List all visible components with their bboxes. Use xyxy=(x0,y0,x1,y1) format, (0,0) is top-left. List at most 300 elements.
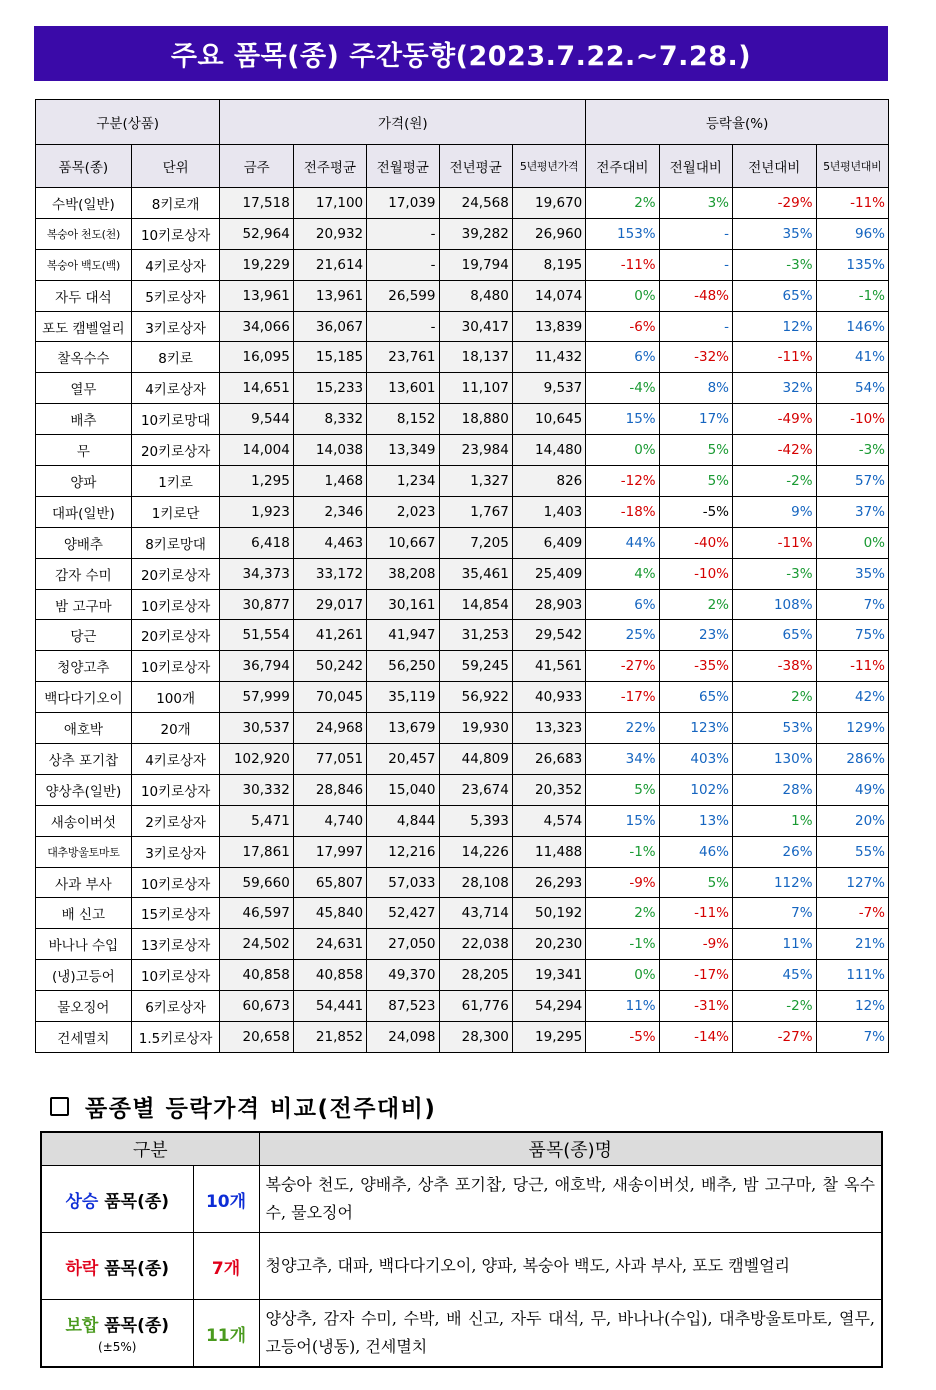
table-row xyxy=(36,435,889,466)
change-cell: 41% xyxy=(816,342,888,373)
change-cell: 123% xyxy=(659,713,732,744)
price-cell: 13,349 xyxy=(367,435,439,466)
change-cell: -5% xyxy=(586,1022,659,1053)
change-cell: 6% xyxy=(586,342,659,373)
table-row xyxy=(36,311,889,342)
change-cell: 5% xyxy=(659,435,732,466)
price-cell: 23,761 xyxy=(367,342,439,373)
item-name: 상추 포기찹 xyxy=(36,744,132,775)
price-cell: 28,108 xyxy=(439,867,512,898)
change-cell: 54% xyxy=(816,373,888,404)
price-cell: 18,137 xyxy=(439,342,512,373)
item-name: (냉)고등어 xyxy=(36,960,132,991)
down-word: 하락 xyxy=(65,1258,99,1279)
change-cell: 37% xyxy=(816,496,888,527)
change-cell: 32% xyxy=(733,373,817,404)
change-cell: -38% xyxy=(733,651,817,682)
col-header: 전주대비 xyxy=(586,145,659,188)
change-cell: 45% xyxy=(733,960,817,991)
table-row xyxy=(36,249,889,280)
col-header: 전월대비 xyxy=(659,145,732,188)
price-cell: 61,776 xyxy=(439,991,512,1022)
item-unit: 10키로상자 xyxy=(131,960,220,991)
change-cell: 35% xyxy=(816,558,888,589)
change-cell: -2% xyxy=(733,991,817,1022)
price-cell: 14,074 xyxy=(512,280,585,311)
item-name: 복숭아 백도(백) xyxy=(36,249,132,280)
change-cell: -14% xyxy=(659,1022,732,1053)
table-row xyxy=(36,1022,889,1053)
price-cell: 50,192 xyxy=(512,898,585,929)
change-cell: 129% xyxy=(816,713,888,744)
item-name: 밤 고구마 xyxy=(36,589,132,620)
item-name: 양파 xyxy=(36,466,132,497)
price-cell: 26,960 xyxy=(512,218,585,249)
item-name: 양배추 xyxy=(36,527,132,558)
table-row xyxy=(36,713,889,744)
price-cell: 14,651 xyxy=(220,373,293,404)
price-cell: 19,341 xyxy=(512,960,585,991)
flat-word: 보합 xyxy=(65,1315,99,1336)
change-cell: -1% xyxy=(586,836,659,867)
change-cell: 96% xyxy=(816,218,888,249)
price-cell: 1,234 xyxy=(367,466,439,497)
price-cell: 35,119 xyxy=(367,682,439,713)
table-row xyxy=(36,496,889,527)
comparison-header-category: 구분 xyxy=(41,1132,259,1166)
change-cell: 286% xyxy=(816,744,888,775)
price-table xyxy=(35,99,889,1053)
price-cell: 41,947 xyxy=(367,620,439,651)
change-cell: -42% xyxy=(733,435,817,466)
price-cell: - xyxy=(367,311,439,342)
price-cell: 1,923 xyxy=(220,496,293,527)
price-cell: 17,100 xyxy=(293,188,366,219)
price-cell: 15,233 xyxy=(293,373,366,404)
item-name: 열무 xyxy=(36,373,132,404)
change-cell: -9% xyxy=(586,867,659,898)
table-row xyxy=(36,280,889,311)
price-cell: 24,098 xyxy=(367,1022,439,1053)
price-cell: 28,205 xyxy=(439,960,512,991)
price-cell: 30,161 xyxy=(367,589,439,620)
price-cell: - xyxy=(367,218,439,249)
change-cell: -32% xyxy=(659,342,732,373)
price-cell: 56,922 xyxy=(439,682,512,713)
item-name: 청양고추 xyxy=(36,651,132,682)
up-suffix: 품목(종) xyxy=(98,1191,170,1212)
change-cell: -3% xyxy=(733,558,817,589)
table-row xyxy=(36,527,889,558)
item-unit: 10키로상자 xyxy=(131,651,220,682)
change-cell: 21% xyxy=(816,929,888,960)
change-cell: -48% xyxy=(659,280,732,311)
item-name: 당근 xyxy=(36,620,132,651)
item-name: 대파(일반) xyxy=(36,496,132,527)
price-cell: 20,932 xyxy=(293,218,366,249)
header-price: 가격(원) xyxy=(220,100,586,145)
item-unit: 2키로상자 xyxy=(131,805,220,836)
item-unit: 4키로상자 xyxy=(131,744,220,775)
change-cell: -7% xyxy=(816,898,888,929)
price-cell: 20,457 xyxy=(367,744,439,775)
item-unit: 1키로 xyxy=(131,466,220,497)
price-cell: 13,323 xyxy=(512,713,585,744)
header-change: 등락율(%) xyxy=(586,100,889,145)
change-cell: -12% xyxy=(586,466,659,497)
price-cell: 41,561 xyxy=(512,651,585,682)
down-items: 청양고추, 대파, 백다다기오이, 양파, 복숭아 백도, 사과 부사, 포도 캠벨얼리 xyxy=(259,1233,882,1300)
col-header: 품목(종) xyxy=(36,145,132,188)
price-cell: 13,839 xyxy=(512,311,585,342)
col-header: 전월평균 xyxy=(367,145,439,188)
change-cell: -9% xyxy=(659,929,732,960)
comparison-row-down xyxy=(41,1233,882,1300)
item-name: 무 xyxy=(36,435,132,466)
price-cell: 21,852 xyxy=(293,1022,366,1053)
col-header: 단위 xyxy=(131,145,220,188)
price-cell: 35,461 xyxy=(439,558,512,589)
item-unit: 6키로상자 xyxy=(131,991,220,1022)
change-cell: -11% xyxy=(733,342,817,373)
change-cell: 5% xyxy=(586,774,659,805)
price-cell: 51,554 xyxy=(220,620,293,651)
item-name: 대추방울토마토 xyxy=(36,836,132,867)
change-cell: 46% xyxy=(659,836,732,867)
price-cell: 14,854 xyxy=(439,589,512,620)
col-header: 전년대비 xyxy=(733,145,817,188)
price-cell: 10,667 xyxy=(367,527,439,558)
price-cell: 26,293 xyxy=(512,867,585,898)
item-unit: 5키로상자 xyxy=(131,280,220,311)
price-cell: 77,051 xyxy=(293,744,366,775)
price-cell: 36,067 xyxy=(293,311,366,342)
item-unit: 8키로 xyxy=(131,342,220,373)
price-cell: 56,250 xyxy=(367,651,439,682)
price-cell: 4,844 xyxy=(367,805,439,836)
change-cell: 0% xyxy=(586,960,659,991)
price-cell: 25,409 xyxy=(512,558,585,589)
change-cell: 34% xyxy=(586,744,659,775)
change-cell: 153% xyxy=(586,218,659,249)
change-cell: 20% xyxy=(816,805,888,836)
col-header: 전주평균 xyxy=(293,145,366,188)
price-cell: 54,441 xyxy=(293,991,366,1022)
change-cell: -1% xyxy=(586,929,659,960)
price-cell: 1,468 xyxy=(293,466,366,497)
price-cell: 24,631 xyxy=(293,929,366,960)
price-cell: 5,393 xyxy=(439,805,512,836)
flat-suffix: 품목(종) xyxy=(98,1315,170,1336)
table-row xyxy=(36,620,889,651)
change-cell: -4% xyxy=(586,373,659,404)
item-name: 물오징어 xyxy=(36,991,132,1022)
price-cell: 1,295 xyxy=(220,466,293,497)
table-row xyxy=(36,929,889,960)
change-cell: - xyxy=(659,311,732,342)
price-cell: 30,417 xyxy=(439,311,512,342)
item-unit: 4키로상자 xyxy=(131,249,220,280)
flat-label xyxy=(41,1300,193,1368)
price-cell: 21,614 xyxy=(293,249,366,280)
change-cell: 6% xyxy=(586,589,659,620)
change-cell: 102% xyxy=(659,774,732,805)
change-cell: 7% xyxy=(816,1022,888,1053)
change-cell: 26% xyxy=(733,836,817,867)
price-cell: 13,601 xyxy=(367,373,439,404)
price-cell: 17,997 xyxy=(293,836,366,867)
price-cell: 14,038 xyxy=(293,435,366,466)
price-cell: 38,208 xyxy=(367,558,439,589)
price-cell: 6,409 xyxy=(512,527,585,558)
price-cell: 23,984 xyxy=(439,435,512,466)
table-row xyxy=(36,991,889,1022)
item-unit: 20키로상자 xyxy=(131,620,220,651)
change-cell: -3% xyxy=(816,435,888,466)
change-cell: 127% xyxy=(816,867,888,898)
item-name: 자두 대석 xyxy=(36,280,132,311)
price-cell: 19,794 xyxy=(439,249,512,280)
change-cell: -2% xyxy=(733,466,817,497)
price-cell: 34,373 xyxy=(220,558,293,589)
table-row xyxy=(36,682,889,713)
item-unit: 20개 xyxy=(131,713,220,744)
up-items: 복숭아 천도, 양배추, 상추 포기찹, 당근, 애호박, 새송이버섯, 배추, 밤 고구마, 찰 옥수수, 물오징어 xyxy=(259,1166,882,1233)
item-name: 사과 부사 xyxy=(36,867,132,898)
price-cell: 102,920 xyxy=(220,744,293,775)
col-header: 5년평년대비 xyxy=(816,145,888,188)
price-cell: 16,095 xyxy=(220,342,293,373)
change-cell: -11% xyxy=(659,898,732,929)
table-row xyxy=(36,188,889,219)
price-cell: 19,295 xyxy=(512,1022,585,1053)
price-cell: 11,488 xyxy=(512,836,585,867)
change-cell: 15% xyxy=(586,404,659,435)
price-cell: 50,242 xyxy=(293,651,366,682)
change-cell: -3% xyxy=(733,249,817,280)
change-cell: 12% xyxy=(816,991,888,1022)
item-name: 배 신고 xyxy=(36,898,132,929)
price-cell: 4,463 xyxy=(293,527,366,558)
table-row xyxy=(36,867,889,898)
change-cell: -17% xyxy=(659,960,732,991)
price-cell: 28,846 xyxy=(293,774,366,805)
change-cell: 111% xyxy=(816,960,888,991)
item-name: 건세멸치 xyxy=(36,1022,132,1053)
down-suffix: 품목(종) xyxy=(98,1258,170,1279)
change-cell: 4% xyxy=(586,558,659,589)
price-cell: 9,544 xyxy=(220,404,293,435)
price-cell: 30,537 xyxy=(220,713,293,744)
table-row xyxy=(36,836,889,867)
page-title: 주요 품목(종) 주간동향(2023.7.22.~7.28.) xyxy=(34,26,888,81)
change-cell: -35% xyxy=(659,651,732,682)
item-unit: 8키로망대 xyxy=(131,527,220,558)
table-row xyxy=(36,774,889,805)
table-row xyxy=(36,589,889,620)
price-cell: 57,033 xyxy=(367,867,439,898)
col-header: 5년평년가격 xyxy=(512,145,585,188)
price-cell: 20,230 xyxy=(512,929,585,960)
flat-note: (±5%) xyxy=(98,1339,137,1354)
price-cell: 9,537 xyxy=(512,373,585,404)
price-cell: 13,961 xyxy=(220,280,293,311)
price-cell: 14,480 xyxy=(512,435,585,466)
table-row xyxy=(36,404,889,435)
change-cell: 7% xyxy=(816,589,888,620)
change-cell: 57% xyxy=(816,466,888,497)
comparison-title-text: 품종별 등락가격 비교(전주대비) xyxy=(85,1095,437,1122)
price-cell: 54,294 xyxy=(512,991,585,1022)
change-cell: -49% xyxy=(733,404,817,435)
price-cell: 14,004 xyxy=(220,435,293,466)
checkbox-icon xyxy=(50,1097,69,1116)
item-name: 수박(일반) xyxy=(36,188,132,219)
price-cell: 41,261 xyxy=(293,620,366,651)
price-cell: 36,794 xyxy=(220,651,293,682)
comparison-table xyxy=(40,1131,883,1368)
price-cell: 70,045 xyxy=(293,682,366,713)
change-cell: -11% xyxy=(816,651,888,682)
item-unit: 3키로상자 xyxy=(131,836,220,867)
change-cell: -11% xyxy=(733,527,817,558)
change-cell: -18% xyxy=(586,496,659,527)
change-cell: 2% xyxy=(733,682,817,713)
item-name: 복숭아 천도(천) xyxy=(36,218,132,249)
item-unit: 20키로상자 xyxy=(131,558,220,589)
price-cell: 40,933 xyxy=(512,682,585,713)
item-unit: 1.5키로상자 xyxy=(131,1022,220,1053)
price-cell: 13,961 xyxy=(293,280,366,311)
change-cell: 75% xyxy=(816,620,888,651)
price-cell: 27,050 xyxy=(367,929,439,960)
item-unit: 20키로상자 xyxy=(131,435,220,466)
change-cell: 0% xyxy=(816,527,888,558)
item-name: 찰옥수수 xyxy=(36,342,132,373)
price-cell: 1,403 xyxy=(512,496,585,527)
table-row xyxy=(36,805,889,836)
table-row xyxy=(36,898,889,929)
col-header: 금주 xyxy=(220,145,293,188)
comparison-row-up xyxy=(41,1166,882,1233)
price-cell: 17,039 xyxy=(367,188,439,219)
price-cell: 20,352 xyxy=(512,774,585,805)
item-unit: 10키로상자 xyxy=(131,774,220,805)
change-cell: 53% xyxy=(733,713,817,744)
price-cell: 5,471 xyxy=(220,805,293,836)
table-row xyxy=(36,373,889,404)
change-cell: 0% xyxy=(586,280,659,311)
price-cell: 7,205 xyxy=(439,527,512,558)
change-cell: -5% xyxy=(659,496,732,527)
header-category: 구분(상품) xyxy=(36,100,220,145)
item-name: 백다다기오이 xyxy=(36,682,132,713)
change-cell: 146% xyxy=(816,311,888,342)
price-cell: 30,877 xyxy=(220,589,293,620)
price-cell: 24,968 xyxy=(293,713,366,744)
change-cell: 22% xyxy=(586,713,659,744)
comparison-title xyxy=(50,1088,436,1124)
price-cell: 10,645 xyxy=(512,404,585,435)
table-row xyxy=(36,744,889,775)
change-cell: 2% xyxy=(586,898,659,929)
item-unit: 8키로개 xyxy=(131,188,220,219)
flat-items: 양상추, 감자 수미, 수박, 배 신고, 자두 대석, 무, 바나나(수입), 대추방울토마토, 열무, 고등어(냉동), 건세멸치 xyxy=(259,1300,882,1368)
change-cell: 42% xyxy=(816,682,888,713)
price-cell: 65,807 xyxy=(293,867,366,898)
table-row xyxy=(36,651,889,682)
item-name: 감자 수미 xyxy=(36,558,132,589)
up-label xyxy=(41,1166,193,1233)
change-cell: 112% xyxy=(733,867,817,898)
price-cell: 4,574 xyxy=(512,805,585,836)
item-unit: 13키로상자 xyxy=(131,929,220,960)
change-cell: 7% xyxy=(733,898,817,929)
change-cell: 11% xyxy=(586,991,659,1022)
change-cell: 1% xyxy=(733,805,817,836)
change-cell: -27% xyxy=(733,1022,817,1053)
price-cell: 29,017 xyxy=(293,589,366,620)
price-cell: 87,523 xyxy=(367,991,439,1022)
price-cell: 31,253 xyxy=(439,620,512,651)
change-cell: 65% xyxy=(733,620,817,651)
change-cell: 55% xyxy=(816,836,888,867)
change-cell: 5% xyxy=(659,466,732,497)
price-cell: 45,840 xyxy=(293,898,366,929)
change-cell: -11% xyxy=(586,249,659,280)
item-name: 포도 캠벨얼리 xyxy=(36,311,132,342)
price-cell: 57,999 xyxy=(220,682,293,713)
item-name: 바나나 수입 xyxy=(36,929,132,960)
price-cell: 17,861 xyxy=(220,836,293,867)
price-cell: 23,674 xyxy=(439,774,512,805)
change-cell: 44% xyxy=(586,527,659,558)
change-cell: 13% xyxy=(659,805,732,836)
change-cell: -27% xyxy=(586,651,659,682)
price-cell: 26,599 xyxy=(367,280,439,311)
price-cell: 8,332 xyxy=(293,404,366,435)
price-cell: 15,185 xyxy=(293,342,366,373)
down-label xyxy=(41,1233,193,1300)
price-cell: - xyxy=(367,249,439,280)
table-row xyxy=(36,466,889,497)
table-row xyxy=(36,342,889,373)
price-cell: 34,066 xyxy=(220,311,293,342)
item-unit: 10키로상자 xyxy=(131,218,220,249)
change-cell: 0% xyxy=(586,435,659,466)
price-cell: 46,597 xyxy=(220,898,293,929)
change-cell: 130% xyxy=(733,744,817,775)
price-cell: 2,346 xyxy=(293,496,366,527)
table-row xyxy=(36,960,889,991)
change-cell: 8% xyxy=(659,373,732,404)
change-cell: -6% xyxy=(586,311,659,342)
change-cell: -1% xyxy=(816,280,888,311)
price-cell: 59,660 xyxy=(220,867,293,898)
price-cell: 4,740 xyxy=(293,805,366,836)
price-cell: 22,038 xyxy=(439,929,512,960)
price-cell: 11,432 xyxy=(512,342,585,373)
table-row xyxy=(36,558,889,589)
price-cell: 11,107 xyxy=(439,373,512,404)
change-cell: 5% xyxy=(659,867,732,898)
price-cell: 19,930 xyxy=(439,713,512,744)
price-cell: 28,903 xyxy=(512,589,585,620)
item-unit: 4키로상자 xyxy=(131,373,220,404)
price-cell: 52,964 xyxy=(220,218,293,249)
flat-count: 11개 xyxy=(193,1300,259,1368)
item-name: 배추 xyxy=(36,404,132,435)
